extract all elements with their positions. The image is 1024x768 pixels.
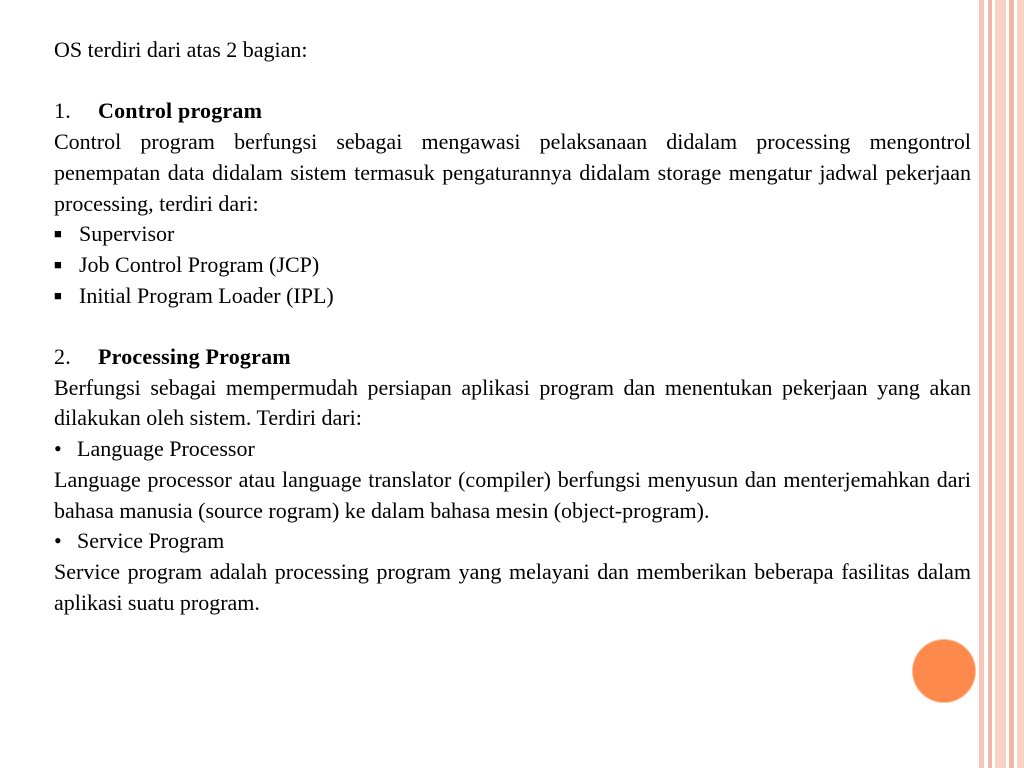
list-item xyxy=(54,281,971,312)
section-title: Control program xyxy=(98,98,263,124)
decor-stripe xyxy=(995,0,1006,768)
section-heading-processing-program xyxy=(54,342,971,373)
sub-item-heading xyxy=(54,526,971,557)
sub-item-title: Language Processor xyxy=(77,436,255,462)
list-item-label: Initial Program Loader (IPL) xyxy=(79,282,334,308)
section-title: Processing Program xyxy=(98,344,291,369)
sub-item-heading xyxy=(54,434,971,465)
section-heading-control-program xyxy=(54,96,971,127)
intro-text: OS terdiri dari atas 2 bagian: xyxy=(54,37,308,62)
decor-circle xyxy=(913,640,975,702)
slide-content xyxy=(54,35,971,618)
square-bullet-icon: ■ xyxy=(54,256,62,272)
section-number: 2. xyxy=(54,344,71,369)
dot-bullet-icon: • xyxy=(54,528,62,554)
section-body: Control program berfungsi sebagai mengawasi pelaksanaan didalam processing mengontrol penempatan data didalam sistem termasuk pengaturannya didalam storage mengatur jadwal pekerjaan processing, terdiri dari: xyxy=(54,129,971,216)
decor-stripe xyxy=(1017,0,1024,768)
spacer xyxy=(54,311,971,342)
sub-item-text: Service program adalah processing program yang melayani dan memberikan beberapa fasilitas dalam aplikasi suatu program. xyxy=(54,558,971,615)
list-item-label: Supervisor xyxy=(79,221,175,247)
dot-bullet-icon: • xyxy=(54,436,62,462)
decor-stripe xyxy=(979,0,984,768)
square-bullet-icon: ■ xyxy=(54,287,62,303)
sub-item-text: Language processor atau language translator (compiler) berfungsi menyusun dan menterjemahkan dari bahasa manusia (source rogram) ke dalam bahasa mesin (object-program). xyxy=(54,466,971,523)
section-body: Berfungsi sebagai mempermudah persiapan aplikasi program dan menentukan pekerjaan yang akan dilakukan oleh sistem. Terdiri dari: xyxy=(54,374,971,431)
decor-stripe xyxy=(1009,0,1014,768)
list-item xyxy=(54,250,971,281)
decor-stripe xyxy=(988,0,992,768)
spacer xyxy=(54,66,971,97)
section-number: 1. xyxy=(54,98,71,124)
square-bullet-icon: ■ xyxy=(54,226,62,242)
list-item xyxy=(54,219,971,250)
sub-item-title: Service Program xyxy=(77,528,225,554)
list-item-label: Job Control Program (JCP) xyxy=(79,251,320,277)
